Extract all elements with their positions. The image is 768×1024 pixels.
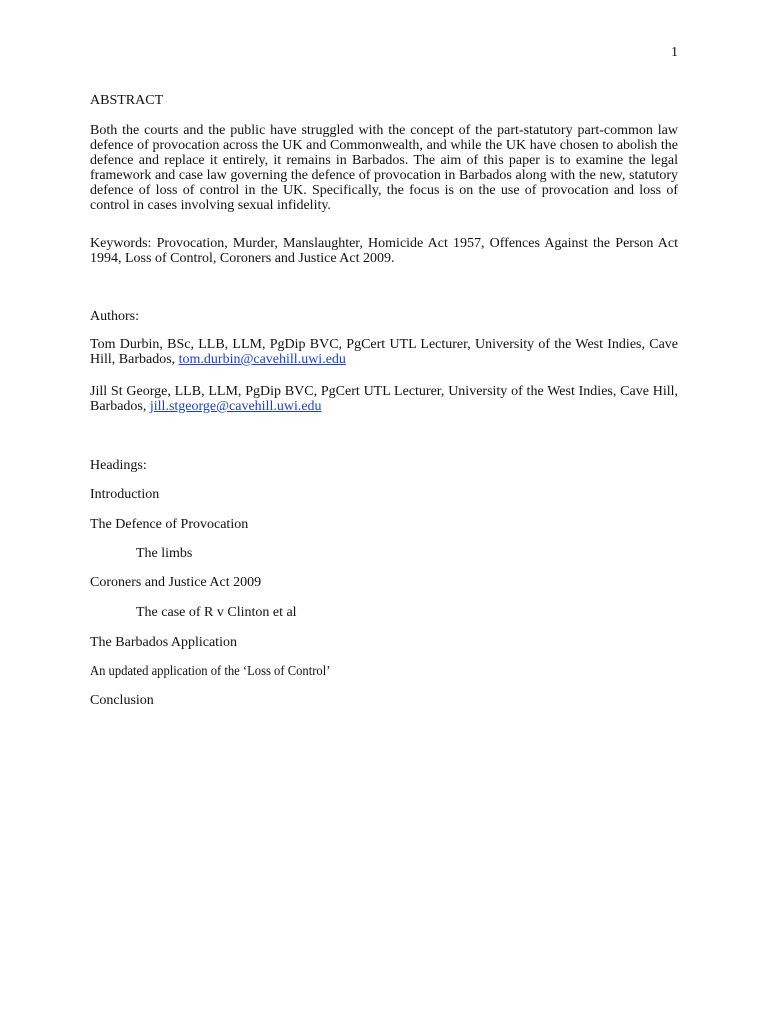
- subheading-item-the-limbs: The limbs: [136, 546, 193, 561]
- subheading-item-r-v-clinton: The case of R v Clinton et al: [136, 605, 297, 620]
- heading-item-barbados-application: The Barbados Application: [90, 635, 237, 650]
- abstract-body: Both the courts and the public have struggled with the concept of the part-statutory part-common law defence of provocation across the UK and Commonwealth, and while the UK have chosen to abolish the defence and replace it entirely, it remains in Barbados. The aim of this paper is to examine the legal framework and case law governing the defence of provocation in Barbados along with the new, statutory defence of loss of control in the UK. Specifically, the focus is on the use of provocation and loss of control in cases involving sexual infidelity.: [90, 123, 678, 213]
- heading-item-loss-of-control: [90, 663, 678, 681]
- heading-item-coroners-justice-act: Coroners and Justice Act 2009: [90, 575, 262, 590]
- page-number: 1: [671, 45, 678, 60]
- author-2-email-link[interactable]: jill.stgeorge@cavehill.uwi.edu: [149, 399, 322, 414]
- heading-item-introduction: Introduction: [90, 487, 160, 502]
- keywords: Keywords: Provocation, Murder, Manslaughter, Homicide Act 1957, Offences Against the Person Act 1994, Loss of Control, Coroners and Justice Act 2009.: [90, 236, 678, 266]
- author-entry-1: [90, 337, 678, 367]
- abstract-heading: ABSTRACT: [90, 93, 164, 108]
- author-2-details: Jill St George, LLB, LLM, PgDip BVC, PgCert UTL Lecturer, University of the West Indies, Cave Hill, Barbados,: [90, 384, 678, 414]
- author-1-details: Tom Durbin, BSc, LLB, LLM, PgDip BVC, PgCert UTL Lecturer, University of the West Indies, Cave Hill, Barbados,: [90, 337, 678, 367]
- author-entry-2: [90, 384, 678, 414]
- heading-item-defence-of-provocation: The Defence of Provocation: [90, 517, 249, 532]
- headings-label: Headings:: [90, 458, 147, 473]
- authors-heading: Authors:: [90, 309, 139, 324]
- author-1-email-link[interactable]: tom.durbin@cavehill.uwi.edu: [178, 352, 346, 367]
- heading-item-conclusion: Conclusion: [90, 693, 154, 708]
- heading-item-loss-of-control-text: An updated application of the ‘Loss of Control’: [90, 664, 331, 679]
